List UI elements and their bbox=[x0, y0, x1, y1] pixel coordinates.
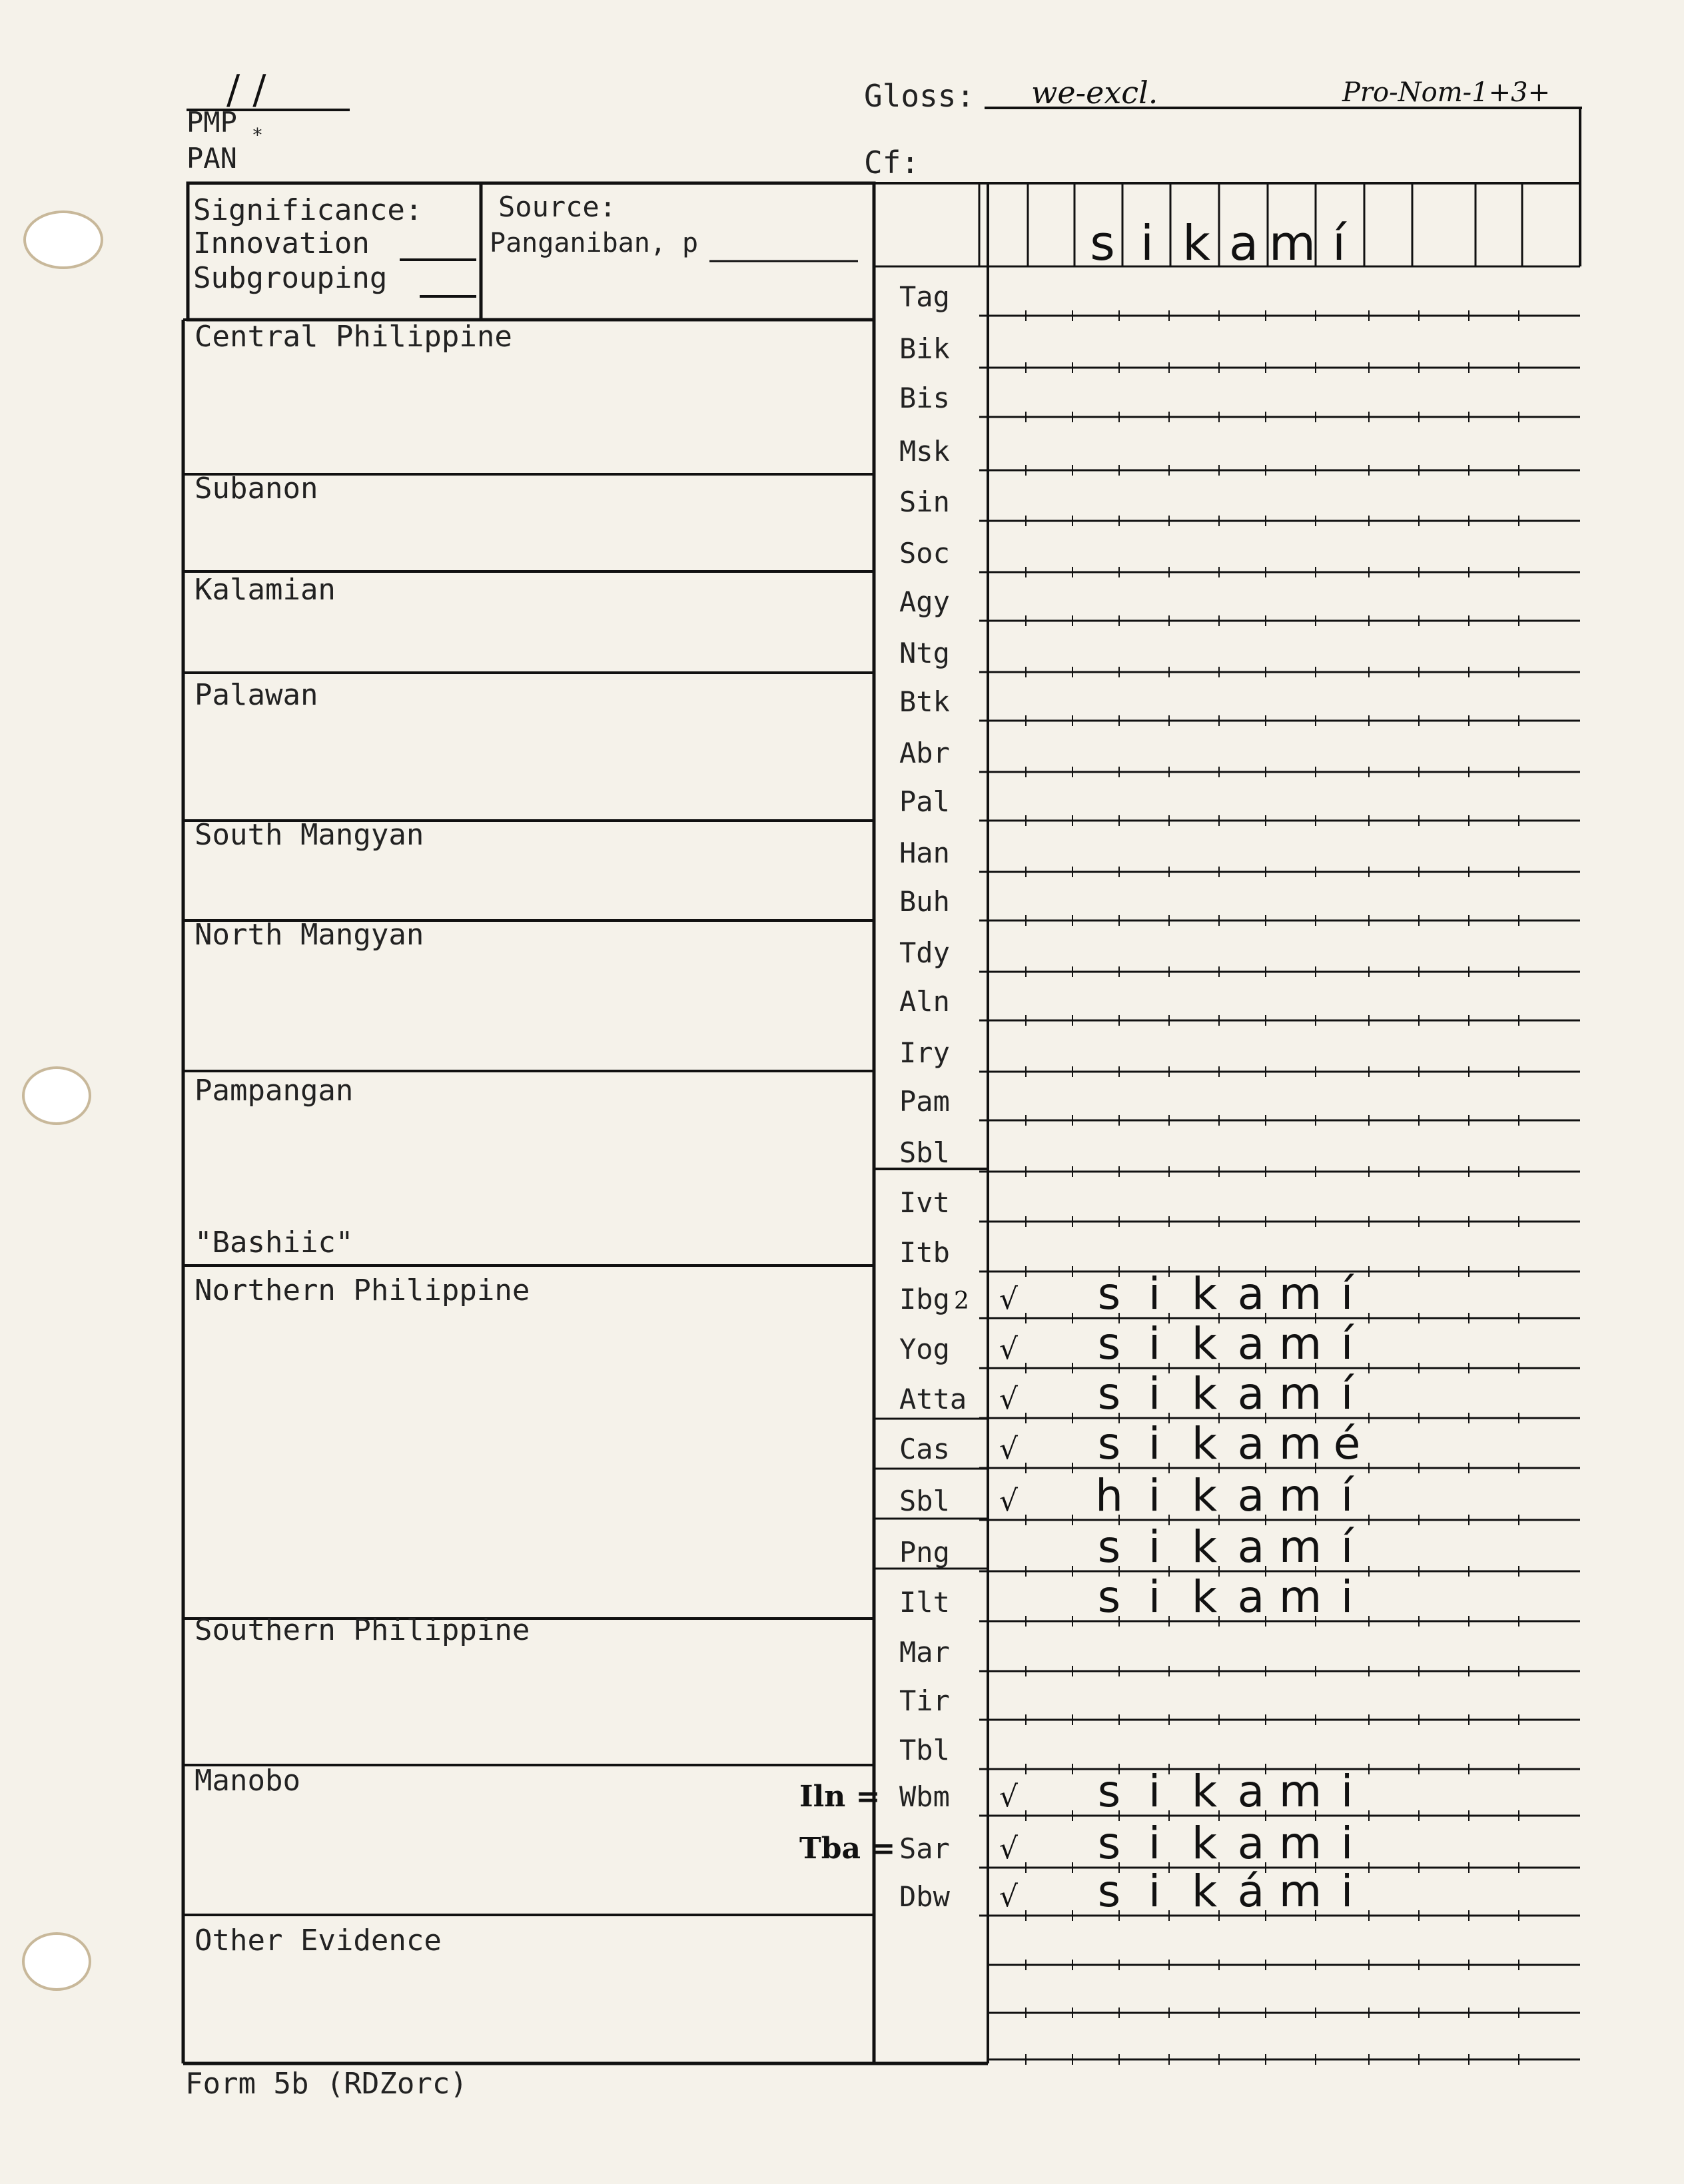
pan-label: PAN bbox=[187, 142, 237, 175]
language-code: Sbl bbox=[899, 1136, 950, 1169]
significance-title: Significance: bbox=[193, 193, 423, 227]
punch-hole-icon bbox=[25, 212, 102, 268]
form-letter: i bbox=[1340, 1766, 1354, 1817]
language-code: Abr bbox=[899, 737, 950, 769]
form-letter: m bbox=[1278, 1318, 1322, 1369]
form-letter: a bbox=[1237, 1268, 1265, 1319]
form-letter: a bbox=[1237, 1571, 1265, 1623]
form-letter: s bbox=[1097, 1418, 1121, 1469]
language-code: Aln bbox=[899, 985, 950, 1018]
form-letter: k bbox=[1191, 1571, 1218, 1623]
form-letter: a bbox=[1237, 1318, 1265, 1369]
cf-label: Cf: bbox=[864, 145, 920, 181]
language-code: Wbm bbox=[899, 1780, 950, 1813]
language-code: Ibg bbox=[899, 1283, 950, 1315]
form-letter: a bbox=[1237, 1818, 1265, 1869]
language-code: Tbl bbox=[899, 1734, 950, 1766]
group-label: Northern Philippine bbox=[195, 1274, 530, 1307]
group-label: Central Philippine bbox=[195, 320, 512, 354]
language-code: Ilt bbox=[899, 1586, 950, 1619]
proto-marks: / / bbox=[226, 67, 266, 113]
form-letter: m bbox=[1278, 1268, 1322, 1319]
form-letter: k bbox=[1191, 1766, 1218, 1817]
form-letter: a bbox=[1237, 1418, 1265, 1469]
language-code-suffix: 2 bbox=[954, 1287, 969, 1315]
language-code: Buh bbox=[899, 885, 950, 918]
form-letter: k bbox=[1191, 1418, 1218, 1469]
form-letter: i bbox=[1148, 1818, 1161, 1869]
source-value: Panganiban, p bbox=[490, 228, 699, 258]
check-mark-icon: √ bbox=[999, 1432, 1019, 1466]
group-label: Manobo bbox=[195, 1764, 300, 1798]
form-letter: a bbox=[1237, 1766, 1265, 1817]
language-code: Sar bbox=[899, 1832, 950, 1865]
form-letter: i bbox=[1148, 1418, 1161, 1469]
form-letter: í bbox=[1340, 1470, 1354, 1521]
form-letter: i bbox=[1148, 1268, 1161, 1319]
group-label: Southern Philippine bbox=[195, 1613, 530, 1647]
form-letter: s bbox=[1097, 1766, 1121, 1817]
form-letter: k bbox=[1191, 1818, 1218, 1869]
language-code: Bik bbox=[899, 332, 950, 365]
form-letter: í bbox=[1340, 1268, 1354, 1319]
form-letter: k bbox=[1191, 1368, 1218, 1419]
form-footer: Form 5b (RDZorc) bbox=[185, 2067, 468, 2101]
gloss-value: we-excl. bbox=[1031, 75, 1158, 111]
language-code: Itb bbox=[899, 1236, 950, 1269]
form-letter: a bbox=[1237, 1368, 1265, 1419]
form-letter: m bbox=[1278, 1866, 1322, 1917]
form-letter: k bbox=[1191, 1521, 1218, 1573]
language-code: Soc bbox=[899, 537, 950, 569]
punch-hole-icon bbox=[23, 1934, 90, 1990]
language-code: Ivt bbox=[899, 1186, 950, 1219]
check-mark-icon: √ bbox=[999, 1332, 1019, 1366]
source-label: Source: bbox=[498, 190, 617, 223]
punch-hole-icon bbox=[23, 1068, 90, 1124]
language-code: Btk bbox=[899, 685, 950, 718]
form-letter: k bbox=[1191, 1470, 1218, 1521]
form-letter: i bbox=[1148, 1571, 1161, 1623]
headword-letter: k bbox=[1182, 215, 1210, 271]
group-label: South Mangyan bbox=[195, 818, 424, 852]
language-code: Iry bbox=[899, 1036, 950, 1069]
form-letter: m bbox=[1278, 1521, 1322, 1573]
headword-letter: a bbox=[1228, 215, 1259, 271]
group-label: Other Evidence bbox=[195, 1924, 442, 1958]
form-letter: a bbox=[1237, 1470, 1265, 1521]
language-code: Dbw bbox=[899, 1880, 950, 1913]
language-code: Ntg bbox=[899, 637, 950, 669]
group-label: Kalamian bbox=[195, 573, 336, 607]
form-letter: a bbox=[1237, 1521, 1265, 1573]
check-mark-icon: √ bbox=[999, 1382, 1019, 1416]
check-mark-icon: √ bbox=[999, 1780, 1019, 1814]
language-code: Yog bbox=[899, 1333, 950, 1365]
group-label: Pampangan bbox=[195, 1074, 354, 1108]
form-letter: s bbox=[1097, 1521, 1121, 1573]
language-code: Tdy bbox=[899, 936, 950, 969]
form-letter: é bbox=[1333, 1418, 1361, 1469]
form-letter: m bbox=[1278, 1818, 1322, 1869]
form-letter: s bbox=[1097, 1318, 1121, 1369]
form-letter: í bbox=[1340, 1521, 1354, 1573]
language-prefix: Iln = bbox=[799, 1780, 881, 1814]
language-code: Sbl bbox=[899, 1485, 950, 1517]
language-code: Bis bbox=[899, 382, 950, 414]
form-letter: m bbox=[1278, 1418, 1322, 1469]
group-label: North Mangyan bbox=[195, 918, 424, 952]
check-mark-icon: √ bbox=[999, 1880, 1019, 1914]
category-label: Pro-Nom-1+3+ bbox=[1342, 77, 1551, 108]
form-letter: s bbox=[1097, 1818, 1121, 1869]
headword-letter: i bbox=[1140, 215, 1154, 271]
form-letter: k bbox=[1191, 1866, 1218, 1917]
form-letter: í bbox=[1340, 1318, 1354, 1369]
language-code: Agy bbox=[899, 585, 950, 618]
form-letter: i bbox=[1340, 1571, 1354, 1623]
group-label: "Bashiic" bbox=[195, 1226, 354, 1260]
language-code: Cas bbox=[899, 1433, 950, 1465]
language-prefix: Tba = bbox=[799, 1832, 896, 1866]
form-letter: s bbox=[1097, 1268, 1121, 1319]
form-letter: k bbox=[1191, 1318, 1218, 1369]
language-code: Mar bbox=[899, 1636, 950, 1668]
form-letter: m bbox=[1278, 1571, 1322, 1623]
language-code: Pam bbox=[899, 1085, 950, 1118]
form-letter: i bbox=[1148, 1766, 1161, 1817]
group-label: Palawan bbox=[195, 678, 318, 712]
language-code: Han bbox=[899, 837, 950, 869]
form-letter: s bbox=[1097, 1571, 1121, 1623]
language-code: Tag bbox=[899, 280, 950, 313]
subgrouping-label: Subgrouping bbox=[193, 261, 388, 295]
form-letter: k bbox=[1191, 1268, 1218, 1319]
form-letter: h bbox=[1095, 1470, 1123, 1521]
innovation-label: Innovation bbox=[193, 226, 370, 260]
headword-letter: m bbox=[1268, 215, 1316, 271]
language-code: Atta bbox=[899, 1383, 967, 1415]
form-letter: i bbox=[1148, 1470, 1161, 1521]
language-code: Tir bbox=[899, 1684, 950, 1717]
headword-letter: s bbox=[1090, 215, 1115, 271]
form-letter: s bbox=[1097, 1368, 1121, 1419]
form-letter: í bbox=[1340, 1368, 1354, 1419]
language-code: Pal bbox=[899, 785, 950, 818]
form-letter: i bbox=[1148, 1521, 1161, 1573]
form-letter: i bbox=[1340, 1818, 1354, 1869]
form-letter: á bbox=[1237, 1866, 1265, 1917]
check-mark-icon: √ bbox=[999, 1484, 1019, 1518]
form-letter: i bbox=[1148, 1318, 1161, 1369]
language-code: Png bbox=[899, 1536, 950, 1569]
form-letter: s bbox=[1097, 1866, 1121, 1917]
pmp-star: * bbox=[252, 124, 263, 146]
headword-letter: í bbox=[1332, 215, 1346, 271]
form-letter: i bbox=[1340, 1866, 1354, 1917]
form-letter: m bbox=[1278, 1368, 1322, 1419]
form-letter: m bbox=[1278, 1766, 1322, 1817]
check-mark-icon: √ bbox=[999, 1282, 1019, 1316]
pmp-label: PMP bbox=[187, 106, 237, 139]
form-letter: m bbox=[1278, 1470, 1322, 1521]
group-label: Subanon bbox=[195, 472, 318, 506]
language-code: Sin bbox=[899, 486, 950, 518]
form-letter: i bbox=[1148, 1866, 1161, 1917]
form-letter: i bbox=[1148, 1368, 1161, 1419]
check-mark-icon: √ bbox=[999, 1832, 1019, 1866]
language-code: Msk bbox=[899, 435, 950, 468]
gloss-label: Gloss: bbox=[864, 78, 975, 114]
